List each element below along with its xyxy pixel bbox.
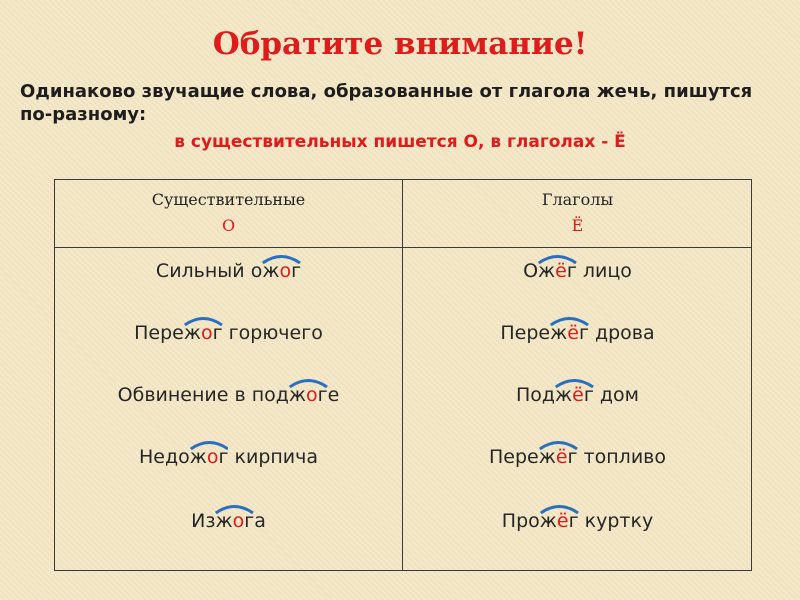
- word-suffix: дом: [593, 384, 639, 406]
- verb-example: [403, 260, 752, 282]
- highlighted-vowel: ё: [567, 322, 579, 344]
- verb-example: [403, 322, 752, 344]
- highlighted-vowel: о: [232, 510, 245, 532]
- word-root: жёг: [538, 260, 577, 282]
- noun-example: [55, 446, 402, 468]
- word-prefix: Пере: [500, 322, 551, 344]
- word-prefix: Под: [515, 384, 556, 406]
- word-suffix: горючего: [222, 322, 323, 344]
- word-prefix: О: [523, 260, 539, 282]
- word-suffix: кирпича: [228, 446, 319, 468]
- word-prefix: Обвинение в под: [117, 384, 289, 406]
- highlighted-vowel: о: [201, 322, 213, 344]
- word-suffix: лицо: [576, 260, 632, 282]
- word-suffix: куртку: [578, 510, 654, 532]
- word-root: жог: [262, 260, 301, 282]
- word-suffix: дрова: [588, 322, 655, 344]
- word-prefix: Про: [501, 510, 540, 532]
- noun-example: [55, 322, 402, 344]
- noun-example: [55, 510, 402, 532]
- word-suffix: топливо: [577, 446, 666, 468]
- word-root: жог: [289, 384, 328, 406]
- header-verbs-label: Глаголы: [541, 190, 614, 209]
- header-nouns-letter: О: [221, 216, 236, 235]
- highlighted-vowel: ё: [556, 510, 569, 532]
- noun-example: [55, 260, 402, 282]
- word-suffix: е: [327, 384, 340, 406]
- header-verbs-letter: Ё: [571, 216, 584, 235]
- word-prefix: Недо: [138, 446, 190, 468]
- highlighted-vowel: ё: [572, 384, 584, 406]
- word-root: жог: [184, 322, 223, 344]
- verb-example: [403, 510, 752, 532]
- verb-example: [403, 446, 752, 468]
- word-root: жог: [190, 446, 229, 468]
- word-prefix: Из: [191, 510, 216, 532]
- highlighted-vowel: о: [306, 384, 318, 406]
- highlighted-vowel: о: [206, 446, 219, 468]
- header-nouns: [55, 180, 402, 246]
- highlighted-vowel: ё: [555, 260, 567, 282]
- word-root: жёг: [540, 510, 579, 532]
- word-prefix: Пере: [134, 322, 184, 344]
- comparison-table: [54, 179, 752, 571]
- word-prefix: Сильный о: [155, 260, 263, 282]
- spelling-rule: в существительных пишется О, в глаголах - Ё: [174, 132, 626, 152]
- word-suffix: а: [254, 510, 266, 532]
- header-verbs: [403, 180, 752, 246]
- highlighted-vowel: о: [279, 260, 292, 282]
- highlighted-vowel: ё: [555, 446, 568, 468]
- header-nouns-label: Существительные: [151, 190, 306, 209]
- word-prefix: Пере: [488, 446, 539, 468]
- intro-text: Одинаково звучащие слова, образованные от глагола жечь, пишутся по-разному:: [20, 81, 753, 125]
- word-root: жёг: [555, 384, 594, 406]
- page-title: Обратите внимание!: [212, 26, 588, 62]
- verb-example: [403, 384, 752, 406]
- word-root: жог: [215, 510, 254, 532]
- word-root: жёг: [550, 322, 589, 344]
- word-root: жёг: [539, 446, 578, 468]
- noun-example: [55, 384, 402, 406]
